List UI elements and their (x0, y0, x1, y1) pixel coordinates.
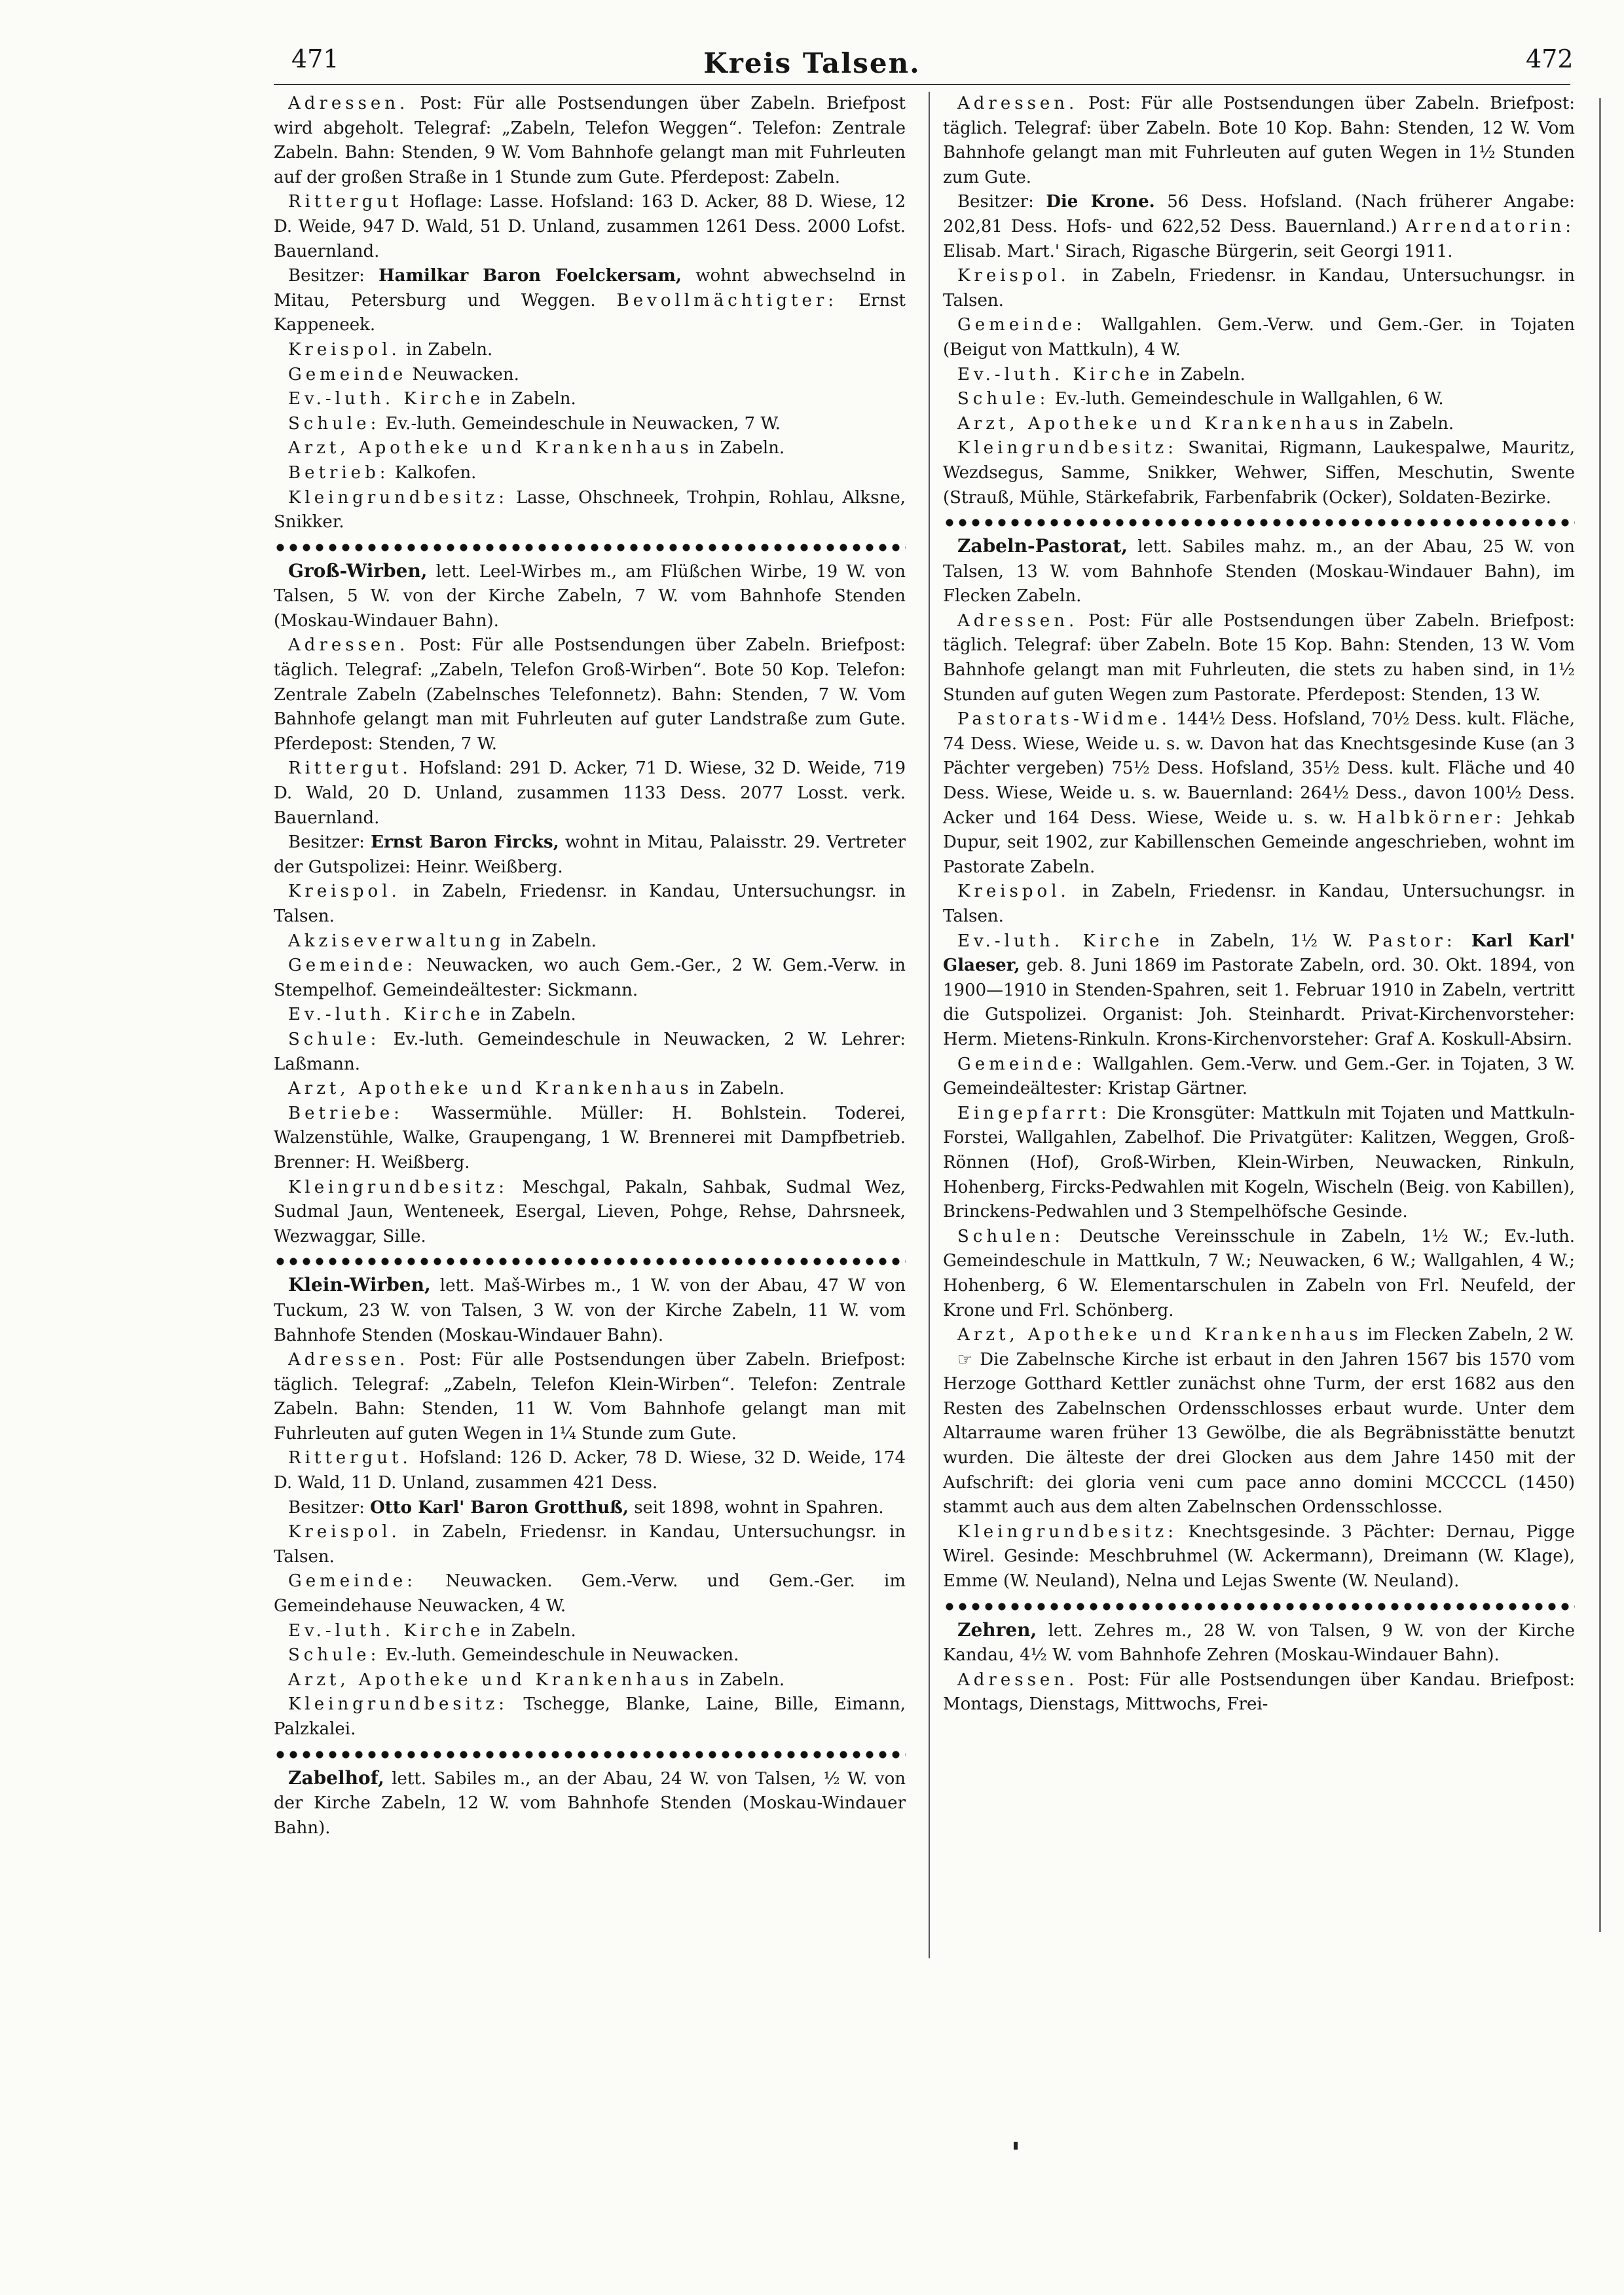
entry-gross-wirben (274, 559, 906, 1250)
entry-paragraph: Gemeinde Neuwacken. (288, 364, 519, 384)
entry-heading: Groß-Wirben, lett. Leel-Wirbes m., am Flüßchen Wirbe, 19 W. von Talsen, 5 W. von der Kirche Zabeln, 7 W. vom Bahnhofe Stenden (Moskau-Windauer Bahn). (274, 559, 906, 631)
owner-name: Otto Karl' Baron Grotthuß, (370, 1497, 629, 1518)
entry-paragraph: Besitzer: Otto Karl' Baron Grotthuß, seit 1898, wohnt in Spahren. (288, 1497, 884, 1518)
owner-name: Die Krone. (1046, 192, 1155, 212)
entry-paragraph: Besitzer: Hamilkar Baron Foelckersam, wohnt abwechselnd in Mitau, Petersburg und Weggen. Bevollmächtigter: Ernst Kappeneek. (274, 266, 906, 335)
entry-paragraph: Ev.-luth. Kirche in Zabeln. (288, 389, 576, 409)
entry-paragraph: Kreispol. in Zabeln. (288, 339, 493, 360)
entry-paragraph: Kleingrundbesitz: Meschgal, Pakaln, Sahbak, Sudmal Wez, Sudmal Jaun, Wenteneek, Esergal, Lieven, Pohge, Rehse, Dahrsneek, Wezwaggar, Sille. (274, 1177, 906, 1246)
entry-paragraph: Gemeinde: Wallgahlen. Gem.-Verw. und Gem.-Ger. in Tojaten, 3 W. Gemeindeältester: Kristap Gärtner. (943, 1054, 1576, 1099)
entry-heading: Zabelhof, lett. Sabiles m., an der Abau, 24 W. von Talsen, ½ W. von der Kirche Zabeln, 12 W. vom Bahnhofe Stenden (Moskau-Windauer Bahn). (274, 1766, 906, 1838)
entry-paragraph: Kreispol. in Zabeln, Friedensr. in Kandau, Untersuchungsr. in Talsen. (943, 266, 1575, 310)
owner-name: Karl Karl' Glaeser, (943, 931, 1576, 976)
entry-heading: Zabeln-Pastorat, lett. Sabiles mahz. m., an der Abau, 25 W. von Talsen, 13 W. vom Bahnhofe Stenden (Moskau-Windauer Bahn), im Flecken Zabeln. (943, 535, 1576, 606)
entry-paragraph: Schulen: Deutsche Vereinsschule in Zabeln, 1½ W.; Ev.-luth. Gemeindeschule in Mattkuln, 7 W.; Neuwacken, 6 W.; Wallgahlen, 4 W.; Hohenberg, 6 W. Elementarschulen in Zabeln von Frl. Neufeld, der Krone und Frl. Schönberg. (943, 1226, 1575, 1320)
owner-name: Ernst Baron Fircks, (371, 832, 559, 853)
entry-paragraph: Adressen. Post: Für alle Postsendungen über Zabeln. Briefpost wird abgeholt. Telegraf: „Zabeln, Telefon Weggen“. Telefon: Zentrale Zabeln. Bahn: Stenden, 9 W. Vom Bahnhofe gelangt man mit Fuhrleuten auf der großen Straße in 1 Stunde zum Gute. Pferdepost: Zabeln. (274, 94, 906, 187)
entry-paragraph: Rittergut. Hofsland: 291 D. Acker, 71 D. Wiese, 32 D. Weide, 719 D. Wald, 20 D. Unland, zusammen 1133 Dess. 2077 Losst. verk. Bauernland. (274, 758, 906, 828)
entry-paragraph: Rittergut. Hofsland: 126 D. Acker, 78 D. Wiese, 32 D. Weide, 174 D. Wald, 11 D. Unland, zusammen 421 Dess. (274, 1448, 906, 1493)
entry-paragraph: Adressen. Post: Für alle Postsendungen über Zabeln. Briefpost: täglich. Telegraf: „Zabeln, Telefon Klein-Wirben“. Telefon: Zentrale Zabeln. Bahn: Stenden, 11 W. Vom Bahnhofe gelangt man mit Fuhrleuten auf guten Wegen in 1¼ Stunde zum Gute. (274, 1350, 906, 1444)
entry-paragraph: Kleingrundbesitz: Swanitai, Rigmann, Laukespalwe, Mauritz, Wezdsegus, Samme, Snikker, Wehwer, Siffen, Meschutin, Swente (Strauß, Mühle, Stärkefabrik, Farbenfabrik (Ocker), Soldaten-Bezirke. (943, 438, 1575, 508)
entry-paragraph: Arzt, Apotheke und Krankenhaus in Zabeln. (288, 1079, 785, 1099)
entry-paragraph: Betrieb: Kalkofen. (288, 462, 477, 483)
entry-paragraph: Kleingrundbesitz: Lasse, Ohschneek, Trohpin, Rohlau, Alksne, Snikker. (274, 487, 906, 532)
entry-paragraph: Ev.-luth. Kirche in Zabeln. (957, 364, 1246, 384)
entry-paragraph: Rittergut Hoflage: Lasse. Hofsland: 163 D. Acker, 88 D. Wiese, 12 D. Weide, 947 D. Wald, 51 D. Unland, zusammen 1261 Dess. 2000 Lofst. Bauernland. (274, 192, 906, 261)
page-number-left: 471 (291, 45, 339, 73)
entry-paragraph: Gemeinde: Neuwacken, wo auch Gem.-Ger., 2 W. Gem.-Verw. in Stempelhof. Gemeindeältester: Sickmann. (274, 956, 906, 1000)
entry-paragraph: Kreispol. in Zabeln, Friedensr. in Kandau, Untersuchungsr. in Talsen. (274, 882, 906, 926)
entry-zabeln-pastorat (943, 534, 1575, 1594)
entry-continued (274, 92, 906, 535)
entry-paragraph: Schule: Ev.-luth. Gemeindeschule in Wallgahlen, 6 W. (957, 389, 1444, 409)
entry-lemma: Klein-Wirben, (288, 1274, 431, 1296)
scan-speck (1014, 2142, 1018, 2150)
entry-paragraph: Kleingrundbesitz: Knechtsgesinde. 3 Pächter: Dernau, Pigge Wirel. Gesinde: Meschbruhmel (W. Ackermann), Dreimann (W. Klage), Emme (W. Neuland), Nelna und Lejas Swente (W. Neuland). (943, 1521, 1576, 1592)
entry-lemma: Zabeln-Pastorat, (957, 535, 1128, 557)
column-divider (929, 92, 930, 1958)
entry-zabelhof-continued (943, 92, 1575, 510)
entry-paragraph: Schule: Ev.-luth. Gemeindeschule in Neuwacken, 7 W. (288, 413, 781, 434)
entry-paragraph: Schule: Ev.-luth. Gemeindeschule in Neuwacken, 2 W. Lehrer: Laßmann. (274, 1029, 906, 1074)
entry-separator (274, 1749, 906, 1761)
entry-paragraph: ☞ Die Zabelnsche Kirche ist erbaut in den Jahren 1567 bis 1570 vom Herzoge Gotthard Kettler zunächst ohne Turm, der erst 1682 aus den Resten des Zabelnschen Ordensschlosses erbaut wurde. Unter dem Altarraume waren früher 13 Gewölbe, die als Begräbnisstätte benutzt wurden. Die älteste der drei Glocken aus dem Jahre 1450 mit der Aufschrift: dei gloria veni cum pace anno domini MCCCCL (1450) stammt auch aus dem alten Zabelnschen Ordensschlosse. (943, 1349, 1575, 1518)
entry-paragraph: Gemeinde: Neuwacken. Gem.-Verw. und Gem.-Ger. im Gemeindehause Neuwacken, 4 W. (274, 1571, 906, 1616)
entry-lemma: Zehren, (957, 1618, 1037, 1641)
page-edge-line (1599, 98, 1601, 1932)
entry-paragraph: Eingepfarrt: Die Kronsgüter: Mattkuln mit Tojaten und Mattkuln-Forstei, Wallgahlen, Zabelhof. Die Privatgüter: Kalitzen, Weggen, Groß-Rönnen (Hof), Groß-Wirben, Klein-Wirben, Neuwacken, Rinkuln, Hohenberg, Fircks-Pedwahlen mit Kogeln, Wischeln (Beig. von Kabillen), Brinckens-Pedwahlen und 3 Stempelhöfsche Gesinde. (943, 1103, 1575, 1222)
entry-paragraph: Betriebe: Wassermühle. Müller: H. Bohlstein. Toderei, Walzenstühle, Walke, Graupengang, 1 W. Brennerei mit Dampfbetrieb. Brenner: H. Weißberg. (274, 1103, 906, 1172)
entry-separator (274, 1256, 906, 1267)
running-title: Kreis Talsen. (703, 47, 921, 79)
entry-paragraph: Akziseverwaltung in Zabeln. (288, 931, 597, 951)
entry-paragraph: Besitzer: Die Krone. 56 Dess. Hofsland. (Nach früherer Angabe: 202,81 Dess. Hofs- und 622,52 Dess. Bauernland.) Arrendatorin: Elisab. Mart.' Sirach, Rigasche Bürgerin, seit Georgi 1911. (943, 192, 1576, 261)
entry-paragraph: Adressen. Post: Für alle Postsendungen über Zabeln. Briefpost: täglich. Telegraf: über Zabeln. Bote 15 Kop. Bahn: Stenden, 13 W. Vom Bahnhofe gelangt man mit Fuhrleuten, die stets zu haben sind, in 1½ Stunden auf guten Wegen zum Pastorate. Pferdepost: Stenden, 13 W. (943, 610, 1576, 705)
entry-paragraph: Besitzer: Ernst Baron Fircks, wohnt in Mitau, Palaisstr. 29. Vertreter der Gutspolizei: Heinr. Weißberg. (274, 832, 906, 877)
page-number-right: 472 (1526, 45, 1574, 73)
right-column (943, 92, 1575, 1717)
entry-paragraph: Pastorats-Widme. 144½ Dess. Hofsland, 70½ Dess. kult. Fläche, 74 Dess. Wiese, Weide u. s. w. Davon hat das Knechtsgesinde Kuse (an 3 Pächter vergeben) 75½ Dess. Hofsland, 35½ Dess. kult. Fläche und 40 Dess. Wiese, Weide u. s. w. Bauernland: 264½ Dess., davon 100½ Dess. Acker und 164 Dess. Wiese, Weide u. s. w. Halbkörner: Jehkab Dupur, seit 1902, zur Kabillenschen Gemeinde angeschrieben, wohnt im Pastorate Zabeln. (943, 709, 1576, 877)
entry-zabelhof (274, 1766, 906, 1841)
entry-paragraph: Arzt, Apotheke und Krankenhaus in Zabeln. (288, 438, 785, 458)
entry-paragraph: Kreispol. in Zabeln, Friedensr. in Kandau, Untersuchungsr. in Talsen. (274, 1522, 906, 1567)
entry-lemma: Groß-Wirben, (288, 559, 428, 582)
entry-paragraph: Adressen. Post: Für alle Postsendungen über Zabeln. Briefpost: täglich. Telegraf: über Zabeln. Bote 10 Kop. Bahn: Stenden, 12 W. Vom Bahnhofe gelangt man mit Fuhrleuten auf guten Wegen in 1½ Stunden zum Gute. (943, 94, 1576, 187)
entry-separator (943, 517, 1575, 529)
entry-heading: Zehren, lett. Zehres m., 28 W. von Talsen, 9 W. von der Kirche Kandau, 4½ W. vom Bahnhofe Zehren (Moskau-Windauer Bahn). (943, 1618, 1576, 1666)
entry-paragraph: Schule: Ev.-luth. Gemeindeschule in Neuwacken. (288, 1645, 739, 1666)
entry-paragraph: Adressen. Post: Für alle Postsendungen über Kandau. Briefpost: Montags, Dienstags, Mittwochs, Frei- (943, 1670, 1575, 1715)
entry-paragraph: Gemeinde: Wallgahlen. Gem.-Verw. und Gem.-Ger. in Tojaten (Beigut von Mattkuln), 4 W. (943, 315, 1576, 360)
entry-paragraph: Arzt, Apotheke und Krankenhaus im Flecken Zabeln, 2 W. (957, 1325, 1575, 1345)
entry-paragraph: Arzt, Apotheke und Krankenhaus in Zabeln. (288, 1670, 785, 1690)
entry-paragraph: Kleingrundbesitz: Tschegge, Blanke, Laine, Bille, Eimann, Palzkalei. (274, 1694, 906, 1739)
entry-separator (274, 542, 906, 553)
entry-paragraph: Arzt, Apotheke und Krankenhaus in Zabeln. (957, 413, 1454, 434)
entry-paragraph: Kreispol. in Zabeln, Friedensr. in Kandau, Untersuchungsr. in Talsen. (943, 882, 1575, 926)
entry-heading: Klein-Wirben, lett. Maš-Wirbes m., 1 W. von der Abau, 47 W von Tuckum, 23 W. von Talsen, 3 W. von der Kirche Zabeln, 11 W. vom Bahnhofe Stenden (Moskau-Windauer Bahn). (274, 1274, 906, 1345)
pointing-hand-icon: ☞ (957, 1349, 973, 1370)
entry-klein-wirben (274, 1273, 906, 1742)
entry-paragraph: Adressen. Post: Für alle Postsendungen über Zabeln. Briefpost: täglich. Telegraf: „Zabeln, Telefon Groß-Wirben“. Bote 50 Kop. Telefon: Zentrale Zabeln (Zabelnsches Telefonnetz). Bahn: Stenden, 7 W. Vom Bahnhofe gelangt man mit Fuhrleuten auf guter Landstraße zum Gute. Pferdepost: Stenden, 7 W. (274, 635, 906, 754)
entry-separator (943, 1601, 1575, 1613)
owner-name: Hamilkar Baron Foelckersam, (378, 266, 682, 286)
entry-lemma: Zabelhof, (288, 1766, 384, 1789)
entry-paragraph: Ev.-luth. Kirche in Zabeln. (288, 1005, 576, 1025)
entry-zehren (943, 1618, 1575, 1717)
entry-paragraph: Ev.-luth. Kirche in Zabeln. (288, 1620, 576, 1641)
entry-paragraph: Ev.-luth. Kirche in Zabeln, 1½ W. Pastor: Karl Karl' Glaeser, geb. 8. Juni 1869 im Pastorate Zabeln, ord. 30. Okt. 1894, von 1900—1910 in Stenden-Spahren, seit 1. Februar 1910 in Zabeln, vertritt die Gutspolizei. Organist: Joh. Steinhardt. Privat-Kirchenvorsteher: Herm. Mietens-Rinkuln. Krons-Kirchenvorsteher: Graf A. Koskull-Absirn. (943, 931, 1576, 1049)
header-rule (274, 84, 1570, 85)
left-column (274, 92, 906, 1840)
